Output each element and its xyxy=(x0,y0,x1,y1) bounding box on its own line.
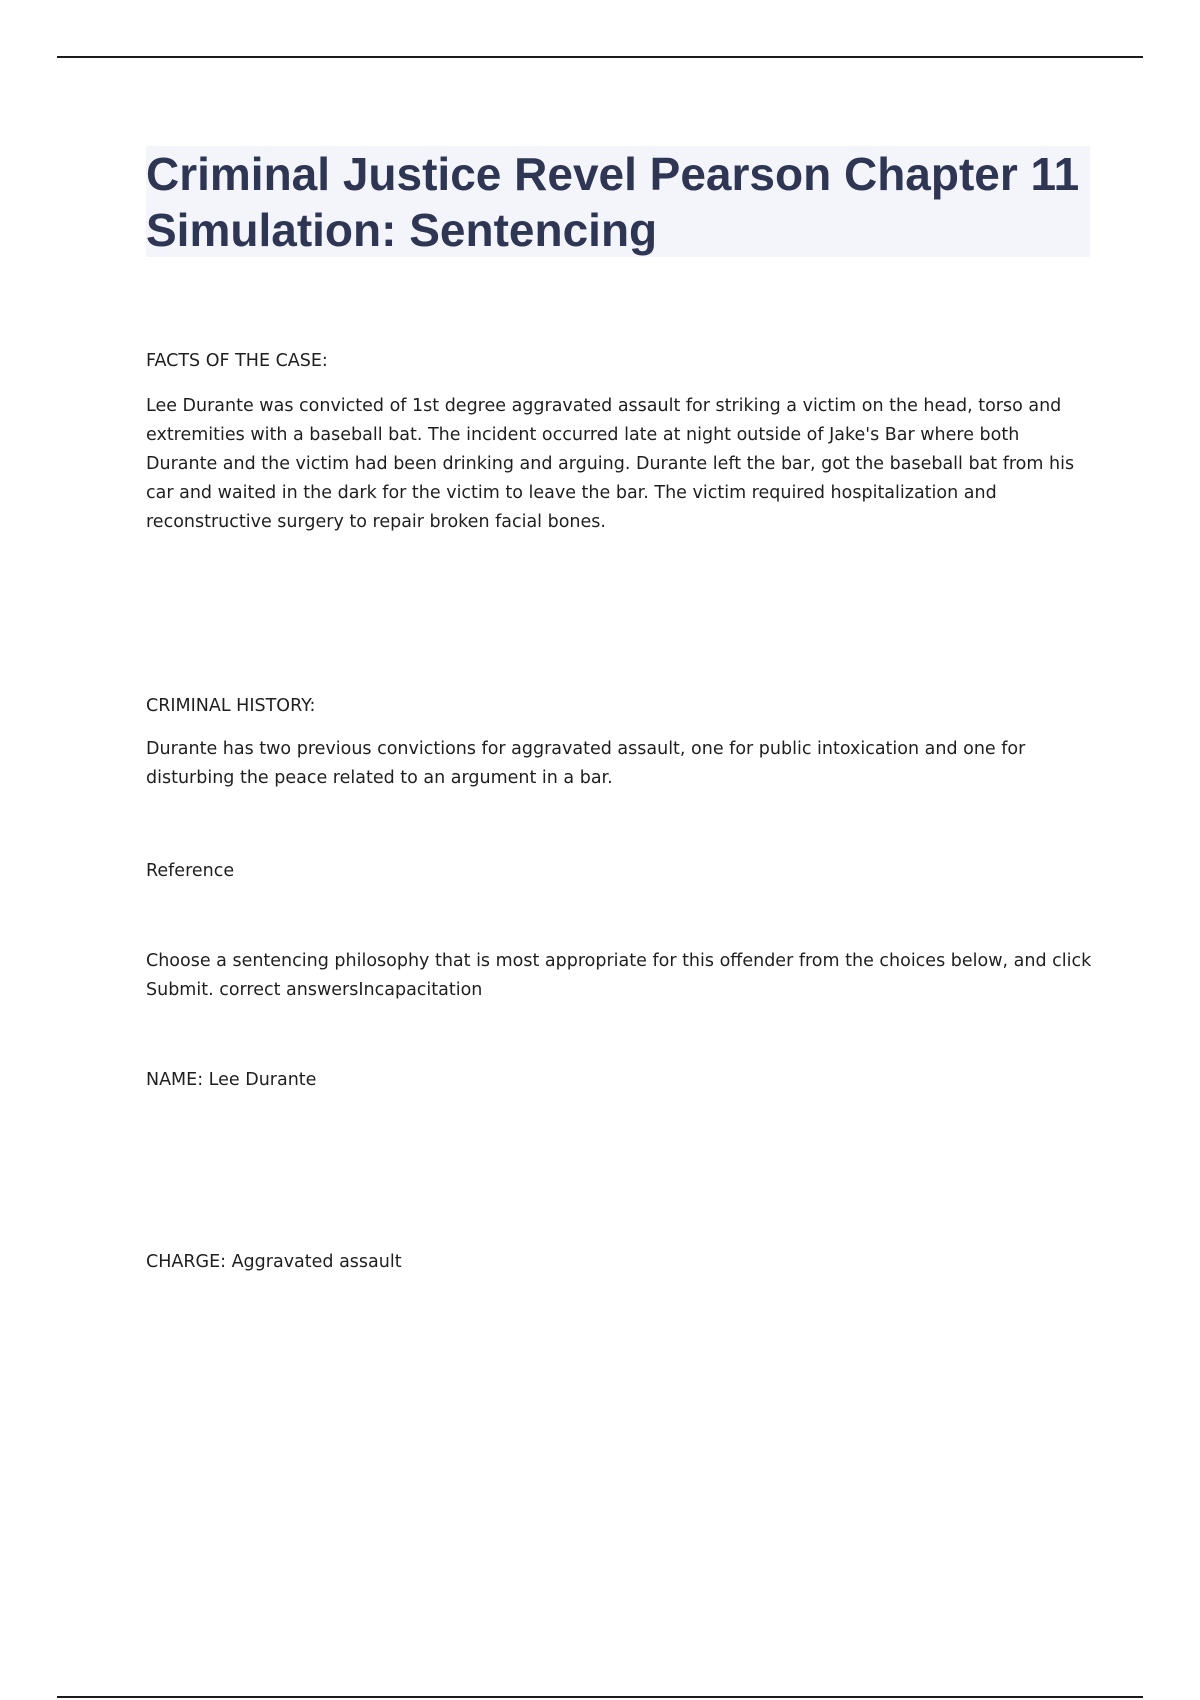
facts-heading: FACTS OF THE CASE: xyxy=(146,351,328,371)
reference-label: Reference xyxy=(146,861,235,881)
document-title: Criminal Justice Revel Pearson Chapter 11 Simulation: Sentencing xyxy=(146,148,1080,256)
top-rule xyxy=(57,56,1143,58)
name-line: NAME: Lee Durante xyxy=(146,1070,317,1090)
history-heading: CRIMINAL HISTORY: xyxy=(146,696,316,716)
bottom-rule xyxy=(57,1696,1143,1698)
charge-line: CHARGE: Aggravated assault xyxy=(146,1252,402,1272)
question-text: Choose a sentencing philosophy that is most appropriate for this offender from the choices below, and click Submit. correct answersIncapacitation xyxy=(146,951,1092,1000)
facts-body: Lee Durante was convicted of 1st degree aggravated assault for striking a victim on the head, torso and extremities with a baseball bat. The incident occurred late at night outside of Jake's Bar where both Durante and the victim had been drinking and arguing. Durante left the bar, got the baseball bat from his car and waited in the dark for the victim to leave the bar. The victim required hospitalization and reconstructive surgery to repair broken facial bones. xyxy=(146,396,1075,532)
history-body: Durante has two previous convictions for aggravated assault, one for public intoxication and one for disturbing the peace related to an argument in a bar. xyxy=(146,739,1026,788)
